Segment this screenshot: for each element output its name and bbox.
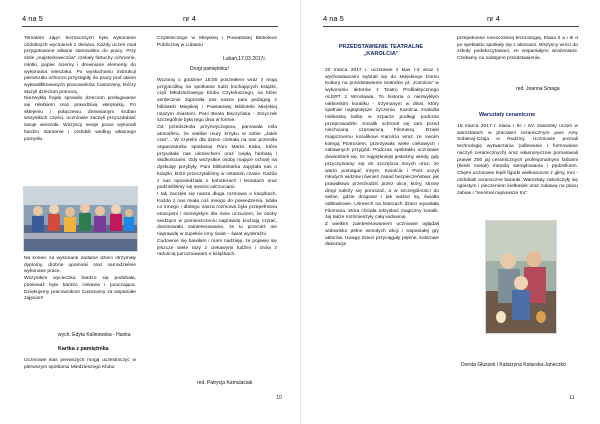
right-header-right: nr 4	[487, 14, 500, 23]
left-col2-signature: red. Patrycja Kamulaciak	[197, 380, 253, 386]
left-header-left: 4 na 5	[22, 14, 43, 23]
left-col1-intro: Tematem zajęć technicznych była wykonanie ożdobnych wycinanek z drewna. Każdy uczeń miał przygotowane własne stanowisko do pracy. Przy stole „majsterkowiczów" czekały fartuchy ochronne, młotki, papier ścierny i drewniane elementy do wykonania wieszaka. Po wysłuchaniu instrukcji pierwszaki ochoczo przystąpiły do pracy pod okiem wykwalifikowanych pracowników Castoramy, którzy służyli dzieciom pomocą. Niezwykłą frajdę sprawiło dzieciom posługiwanie się młotkiem oraz prawdziwą wkrętarką. Po sklejeniu i połączeniu drewnianym śruban wszystkich części, uczniowie zaczęli przyozdabiać swoje wieszaki. Wszyscy swoje prace wykonali bardzo starannie i ozdobili według własnego pomysłu.	[24, 36, 136, 142]
right-col2-signature: red. Joanna Smaga	[516, 86, 560, 92]
right-article1-title: PRZEDSTAWIENIE TEATRALNE „KAROLCIA"	[338, 44, 424, 57]
ceramics-photo	[485, 220, 557, 334]
right-col1-text: 20 marca 2017 r. uczniowie z klas I-3 wraz z wychowawcami wybrali się do Miejskiego Domu Kultury na przedstawienie teatralne pt. „Karolcia" w wykonaniu aktorów z Teatru Profilaktycznego ALERT z Wrocławia. To historia o niezwykłym niebieskim koraliku - trzymanym w dłoni, który spełniał najtajniejsze życzenia. Karolcia znalazła niebieską kulkę w szparze podłogi podczas przeprowadzki. Koralik schronił się tam przed niechcianą czarownicą Filomeną. Dzięki magicznemu koralikowi Karolcia wraz ze swoim kolegą Piotrusiem, przeżywała wiele ciekawych i zabawnych przygód. Podczas spektaklu uczniowie dowiedzieli się, że najpiękniejsi jesteśmy wtedy, gdy przyczyniamy się do szczęścia innych oraz, że warto pomagać innym. Karolcia i Piotr uczyli młodych widzów również zasad bezpieczeństwa: jak prawidłowo przechodzić przez ulicę, który, stronę drogi należy się poruszać, a w szczególności do siebie, gdzie drogowe i jak ważne są, światła odblaskowe. Uśmiech na twarzach dzieci wywołała Filomena, która chciała odzyskać magiczny koralik. Jej także rozśmieszyły całą widownię. Z wielkim zainteresowaniem uczniowie oglądali widowisko pełne wesołych akcji i wspaniałej gry aktorów. Uwagę dzieci przyciągały piękne, kolorowe dekoracje	[325, 68, 439, 248]
right-header-left: 4 na 5	[323, 14, 344, 23]
workshop-photo-image	[24, 187, 137, 251]
left-page-number: 10	[276, 395, 283, 401]
left-article2-text: Uczniowie klas pierwszych mogą uczestniczyć w pierwszym spotkaniu Miedzieszego Klubu	[24, 358, 136, 370]
right-article2-title: Warsztaty ceramiczne	[479, 112, 536, 118]
right-page	[300, 0, 600, 424]
workshop-photo	[23, 186, 138, 252]
left-col2-body: Wczoraj o godzinie 16:00 poszedłem wraz z moją przyjaciółką na spotkanie ludzi kochających książki, czyli Młodzieżowego Klubu Czytelniczego, na które serdecznie zaprosiła nas nasza pani pedagog z biblioteki Miejskiej i Powiatowej Biblioteki Miejskiej naszym miastem. Pani Beata Baczyńska - Smyczek szczególnie była tego dnia w formie. Od przedszkola przyzwyczajona, panowała mila atmosfera, że wielkie mury krzyku w sobie „Jakiś czar"... W czytelni dla dzieci czekała na nas przemiła organizatorka spotkania Pani Marta Kaba, która przywitała nas uśmiechem oraz ciepłą herbatą i słodkościami. Gdy wszystkie osoby mające ochotę na dyskusję przybyły, Pani bibliotekarka zapytała nas o książki, które przeczytaliśmy w ostatnim czasie. Każda z nas opowiedziała o bohaterach i tematach oraz podzieliliśmy się swoimi odczuciami. I tak zaczęła się nasza długa rozmowa o książkach. Każda z nas miała coś innego do powiedzenia, lubiła co innego i dlatego nasza rozmowa była przepełniona emocjami i niezwykłym dla mnie uczuciem, że osoby siedzące w pomieszczeniu naprawdę kochają czytać, dominowało zainteresowanie, że to przecież nie naprawdę w zupełnie inny świat – świat wyobraźni. Cudownie się bawiłam i mam nadzieję, że pojawię się jeszcze wiele razy z ciekawymi ludźmi i znów z radością porozmawiam o książkach.	[157, 78, 277, 258]
right-page-number: 11	[569, 395, 575, 401]
left-col1-signature: wych. Edyta Kalinowska - Hanka	[58, 332, 131, 338]
left-header-rule	[22, 26, 278, 27]
right-article2-text: 15 marca 2017 r. klasa I IIc i IVc zwiedziły uczeń w warsztatach w pracowni ceramicznym pani Amy Sobieraj-Czaja w Rudzicy. Uczniowie poznali technologię wytwarzania (odlewanie i formowanie naczyń ceramicznych) oraz własnoręcznie pomalowali prawie 200 jaj ceramicznych profesjonalnymi farbami (tlenki metali) metodą stemplowania i pędzelkiem. Chętni uczniowie lepili figurki wielkanocne z gliny, inni - ozdobiali ceramiczne baranki. Warsztaty zakończyły się ognistym i pieczeniem kiełbasek oraz zabawą na placu zabaw i "nieomal najnowsze tru".	[457, 124, 578, 197]
left-col2-intro: Czytelniczego w Miejskiej i Powiatowej Bibliotece Publicznej w Lubaniu	[157, 36, 277, 48]
left-article2-title: Kartka z pamiętnika	[58, 346, 109, 352]
left-header-right: nr 4	[183, 14, 196, 23]
ceramics-photo-caption: Dorota Głuszek i Katarzyna Kotarska-Janeczko	[461, 362, 566, 368]
left-col2-greeting: Drogi pamiętniku!	[190, 66, 229, 72]
right-col2-top: przepełnione nowoczesną technologią. Klasa II a i III d po spektaklu spotkały się z aktorami. Wszyscy wróci do szkoły podekscytowani, ze wspaniałymi wrażeniami. Czekamy na następne przedstawienia.	[457, 36, 578, 62]
right-header-rule	[323, 26, 579, 27]
left-col1-after-photo: Na koniec za wykonane zadanie dzieci otrzymały dyplomy, drobne upominki oraz samodzielnie wykonane prace. Wszystkim wycieczka bardzo się podobała, ponieważ była bardzo ciekawa i pouczająca. Dziękujemy pracownikom Castoramy za wspaniałe zajęcia!!!	[24, 256, 136, 302]
left-col2-date: Lubań,17.03.2017r.	[223, 56, 267, 62]
ceramics-photo-image	[486, 221, 556, 333]
